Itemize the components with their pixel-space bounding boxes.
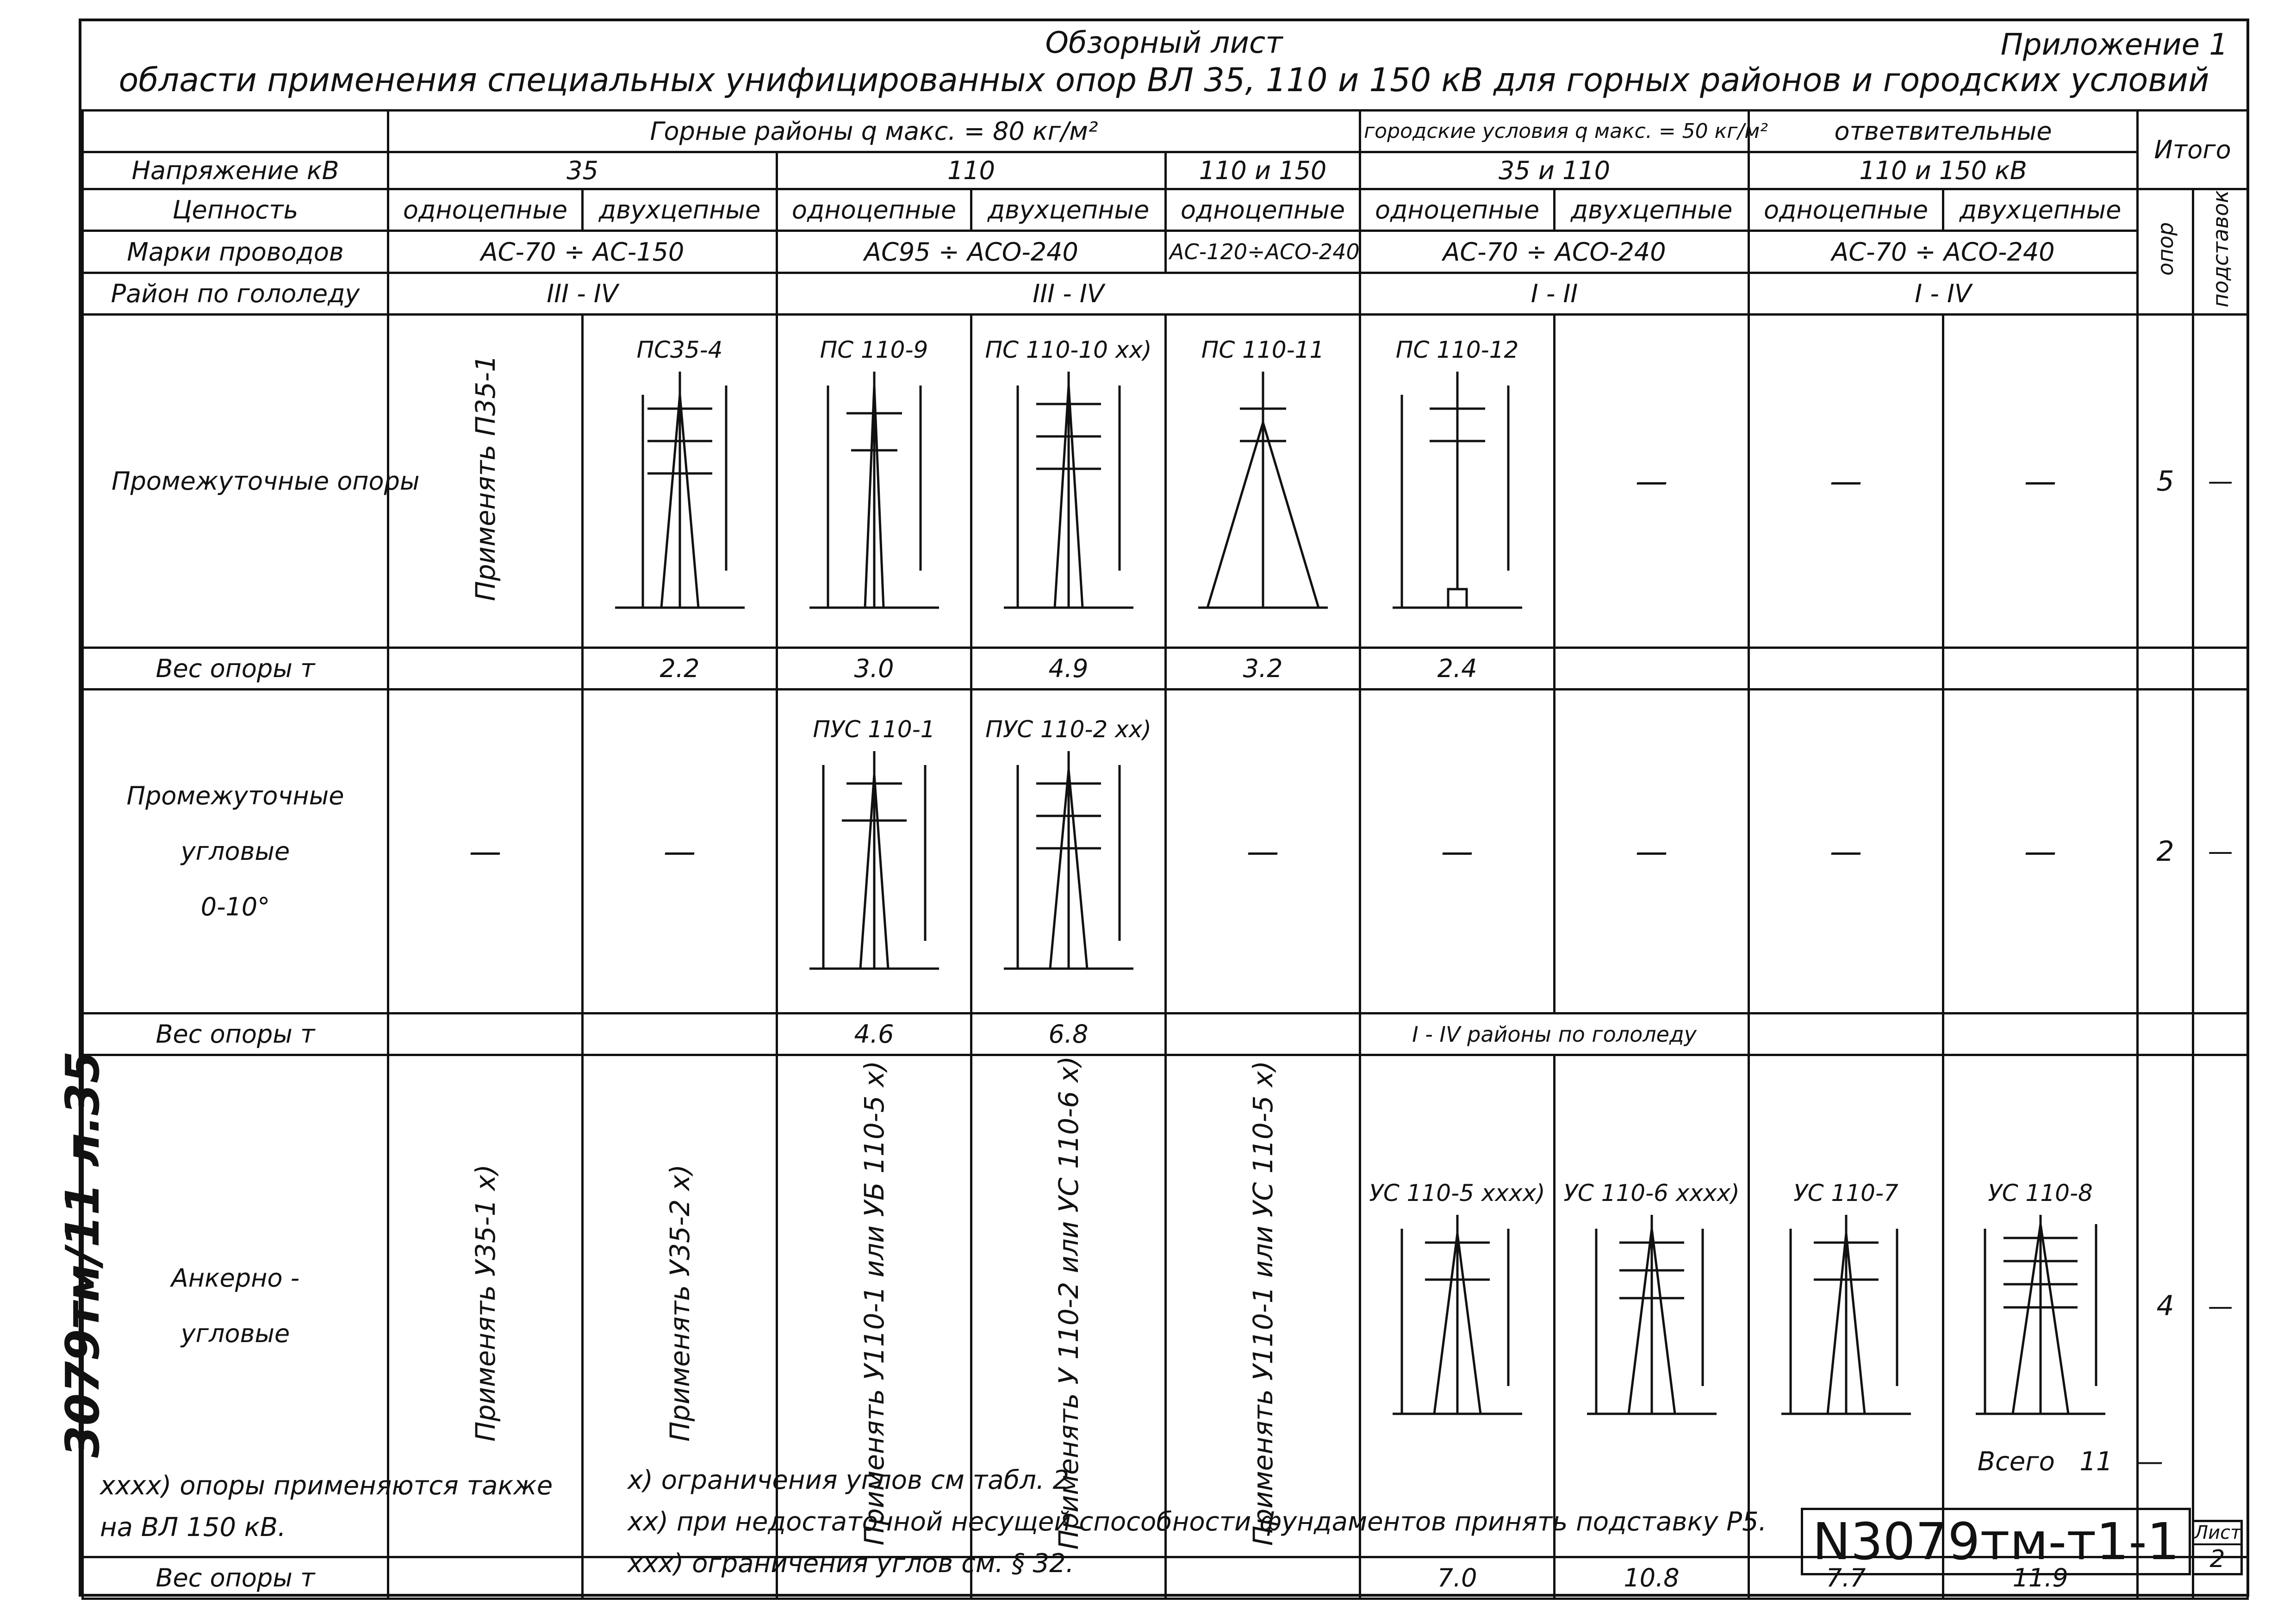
tower-us110-6: УС 110-6 xxxx) bbox=[1555, 1055, 1749, 1557]
weight-cell bbox=[2193, 648, 2248, 690]
tower-drawing bbox=[606, 367, 754, 626]
empty-cell: — bbox=[1749, 315, 1943, 648]
wires-110: АС95 ÷ АСО-240 bbox=[777, 231, 1166, 273]
anchor-label: Анкерно - угловые bbox=[83, 1055, 388, 1557]
empty-cell: — bbox=[1943, 690, 2138, 1014]
empty-cell: — bbox=[1749, 690, 1943, 1014]
circuit-double: двухцепные bbox=[971, 189, 1166, 231]
total-int-angle-supports: 2 bbox=[2138, 690, 2193, 1014]
circuit-double: двухцепные bbox=[1943, 189, 2138, 231]
tower-drawing bbox=[1772, 1210, 1920, 1432]
sheet-number-box bbox=[2192, 1520, 2243, 1575]
tower-drawing bbox=[800, 367, 948, 626]
weight-ps110-12: 2.4 bbox=[1360, 648, 1555, 690]
weight-us110-8: 11.9 bbox=[1943, 1557, 2138, 1598]
group-branch: ответвительные bbox=[1749, 111, 2138, 152]
footnote-xx: xx) при недостаточной несущей способности фундаментов принять подставку Р5. bbox=[628, 1507, 1767, 1537]
empty-cell: — bbox=[1555, 315, 1749, 648]
tower-us110-8: УС 110-8 bbox=[1943, 1055, 2138, 1557]
weight-cell bbox=[388, 1014, 583, 1055]
group-urban: городские условия q макс. = 50 кг/м² bbox=[1360, 111, 1749, 152]
tower-drawing bbox=[1966, 1210, 2115, 1432]
circuit-double: двухцепные bbox=[583, 189, 777, 231]
tower-pus110-1: ПУС 110-1 bbox=[777, 690, 971, 1014]
grand-total-bases: — bbox=[2137, 1447, 2163, 1477]
tower-ps110-10: ПС 110-10 xx) bbox=[971, 315, 1166, 648]
sheet-number: 2 bbox=[2209, 1545, 2225, 1573]
ice-urban: I - II bbox=[1360, 273, 1749, 314]
ice-35: III - IV bbox=[388, 273, 777, 314]
weight-cell bbox=[1749, 648, 1943, 690]
weight-us110-5: 7.0 bbox=[1360, 1557, 1555, 1598]
wires-110-150: АС-120÷АСО-240 bbox=[1166, 231, 1360, 273]
sheet-label: Лист bbox=[2194, 1522, 2240, 1545]
tower-ps35-4: ПС35-4 bbox=[583, 315, 777, 648]
tower-ps110-11: ПС 110-11 bbox=[1166, 315, 1360, 648]
weight-us110-6: 10.8 bbox=[1555, 1557, 1749, 1598]
voltage-35-110: 35 и 110 bbox=[1360, 152, 1749, 189]
int-angle-label: Промежуточные угловые 0-10° bbox=[83, 690, 388, 1014]
weight-cell bbox=[583, 1014, 777, 1055]
total-intermediate-bases: — bbox=[2193, 315, 2248, 648]
total-anchor-bases: — bbox=[2193, 1055, 2248, 1557]
tower-drawing bbox=[1578, 1210, 1726, 1432]
voltage-35: 35 bbox=[388, 152, 777, 189]
empty-cell: — bbox=[1555, 690, 1749, 1014]
weight-ps110-9: 3.0 bbox=[777, 648, 971, 690]
tower-drawing bbox=[995, 367, 1143, 626]
ice-110: III - IV bbox=[777, 273, 1360, 314]
tower-ps110-12: ПС 110-12 bbox=[1360, 315, 1555, 648]
empty-cell: — bbox=[1360, 690, 1555, 1014]
group-mountain: Горные районы q макс. = 80 кг/м² bbox=[388, 111, 1360, 152]
total-intermediate-supports: 5 bbox=[2138, 315, 2193, 648]
corner-cell bbox=[83, 111, 388, 152]
weight-cell bbox=[1555, 648, 1749, 690]
tower-us110-5: УС 110-5 xxxx) bbox=[1360, 1055, 1555, 1557]
appendix-label: Приложение 1 bbox=[2000, 28, 2228, 62]
anchor-apply-4: Применять У 110-2 или УС 110-6 x) bbox=[971, 1055, 1166, 1557]
drawing-frame bbox=[79, 19, 2249, 1597]
total-int-angle-bases: — bbox=[2193, 690, 2248, 1014]
voltage-110-150: 110 и 150 bbox=[1166, 152, 1360, 189]
footnote-xxx: xxx) ограничения углов см. § 32. bbox=[628, 1548, 1074, 1579]
weight-cell bbox=[2138, 1014, 2193, 1055]
sheet-subtitle: области применения специальных унифицированных опор ВЛ 35, 110 и 150 кВ для горных районов и городских условий bbox=[118, 61, 2209, 99]
circuit-double: двухцепные bbox=[1555, 189, 1749, 231]
tower-drawing bbox=[995, 746, 1143, 987]
tower-drawing bbox=[1189, 367, 1337, 626]
circuit-single: одноцепные bbox=[1360, 189, 1555, 231]
voltage-110: 110 bbox=[777, 152, 1166, 189]
weight-cell bbox=[1166, 1557, 1360, 1598]
weight-pus110-1: 4.6 bbox=[777, 1014, 971, 1055]
empty-cell: — bbox=[583, 690, 777, 1014]
tower-pus110-2: ПУС 110-2 xx) bbox=[971, 690, 1166, 1014]
document-number-stamp: N3079тм-т1-1 bbox=[1801, 1508, 2191, 1575]
weight-ps35-4: 2.2 bbox=[583, 648, 777, 690]
wires-label: Марки проводов bbox=[83, 231, 388, 273]
anchor-apply-1: Применять У35-1 x) bbox=[388, 1055, 583, 1557]
weight-label: Вес опоры т bbox=[83, 1557, 388, 1598]
voltage-label: Напряжение кВ bbox=[83, 152, 388, 189]
weight-cell bbox=[2138, 648, 2193, 690]
weight-us110-7: 7.7 bbox=[1749, 1557, 1943, 1598]
intermediate-apply: Применять П35-1 bbox=[388, 315, 583, 648]
ice-note: I - IV районы по гололеду bbox=[1360, 1014, 1749, 1055]
tower-drawing bbox=[800, 746, 948, 987]
tower-drawing bbox=[1383, 1210, 1531, 1432]
circuit-single: одноцепные bbox=[1166, 189, 1360, 231]
total-supports-header: опор bbox=[2138, 189, 2193, 315]
total-header: Итого bbox=[2138, 111, 2248, 189]
weight-label: Вес опоры т bbox=[83, 1014, 388, 1055]
ice-branch: I - IV bbox=[1749, 273, 2138, 314]
wires-branch: АС-70 ÷ АСО-240 bbox=[1749, 231, 2138, 273]
weight-cell bbox=[1943, 648, 2138, 690]
grand-total-label: Всего 11 — bbox=[1977, 1447, 2163, 1477]
empty-cell: — bbox=[1943, 315, 2138, 648]
side-annotation: 3079тм/11 л.35 bbox=[56, 1051, 110, 1458]
empty-cell: — bbox=[388, 690, 583, 1014]
weight-ps110-10: 4.9 bbox=[971, 648, 1166, 690]
circuits-label: Цепность bbox=[83, 189, 388, 231]
voltage-branch: 110 и 150 кВ bbox=[1749, 152, 2138, 189]
total-bases-header: подставок bbox=[2193, 189, 2248, 315]
circuit-single: одноцепные bbox=[388, 189, 583, 231]
weight-cell bbox=[1166, 1014, 1360, 1055]
total-anchor-supports: 4 bbox=[2138, 1055, 2193, 1557]
weight-cell bbox=[1749, 1014, 1943, 1055]
weight-cell bbox=[388, 1557, 583, 1598]
tower-ps110-9: ПС 110-9 bbox=[777, 315, 971, 648]
weight-pus110-2: 6.8 bbox=[971, 1014, 1166, 1055]
weight-cell bbox=[388, 648, 583, 690]
circuit-single: одноцепные bbox=[777, 189, 971, 231]
wires-urban: АС-70 ÷ АСО-240 bbox=[1360, 231, 1749, 273]
anchor-apply-5: Применять У110-1 или УС 110-5 x) bbox=[1166, 1055, 1360, 1557]
empty-cell: — bbox=[1166, 690, 1360, 1014]
weight-label: Вес опоры т bbox=[83, 648, 388, 690]
weight-cell bbox=[2193, 1014, 2248, 1055]
ice-label: Район по гололеду bbox=[83, 273, 388, 314]
sheet-title: Обзорный лист bbox=[1045, 26, 1283, 60]
wires-35: АС-70 ÷ АС-150 bbox=[388, 231, 777, 273]
overview-table bbox=[81, 109, 2249, 1600]
weight-ps110-11: 3.2 bbox=[1166, 648, 1360, 690]
weight-cell bbox=[1943, 1014, 2138, 1055]
footnote-xxxx: xxxx) опоры применяются также на ВЛ 150 кВ. bbox=[100, 1471, 553, 1542]
circuit-single: одноцепные bbox=[1749, 189, 1943, 231]
intermediate-label: Промежуточные опоры bbox=[83, 315, 388, 648]
grand-total-value: 11 bbox=[2079, 1447, 2113, 1477]
anchor-apply-2: Применять У35-2 x) bbox=[583, 1055, 777, 1557]
footnote-x: x) ограничения углов см табл. 2 bbox=[628, 1465, 1070, 1495]
tower-us110-7: УС 110-7 bbox=[1749, 1055, 1943, 1557]
anchor-apply-3: Применять У110-1 или УБ 110-5 x) bbox=[777, 1055, 971, 1557]
tower-drawing bbox=[1383, 367, 1531, 626]
